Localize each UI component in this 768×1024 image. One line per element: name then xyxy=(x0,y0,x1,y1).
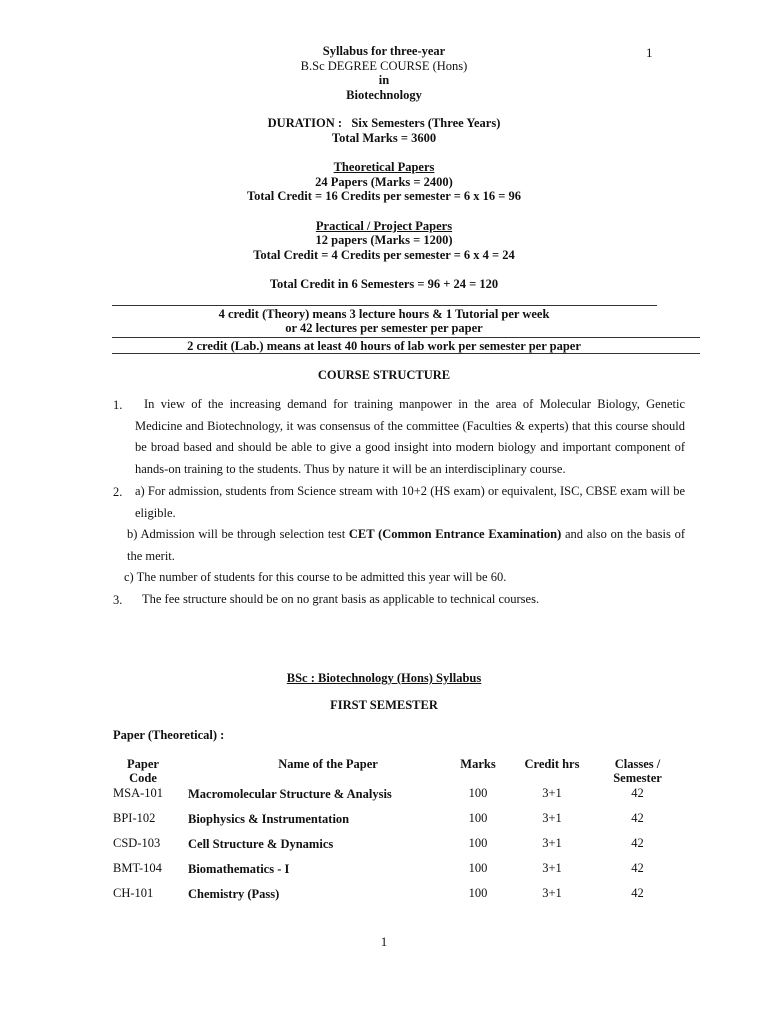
row-credit-hrs: 3+1 xyxy=(542,836,562,850)
syllabus-title: BSc : Biotechnology (Hons) Syllabus xyxy=(286,671,482,685)
page-number-bottom: 1 xyxy=(380,934,388,949)
item-2b-cet: CET (Common Entrance Examination) xyxy=(348,527,562,541)
row-credit-hrs: 3+1 xyxy=(542,786,562,800)
credit-note-lab: 2 credit (Lab.) means at least 40 hours of lab work per semester per paper xyxy=(187,339,581,353)
row-paper-name: Cell Structure & Dynamics xyxy=(188,837,334,851)
row-marks: 100 xyxy=(468,811,488,825)
header-paper-name: Name of the Paper xyxy=(278,757,378,771)
header-classes-line2: Semester xyxy=(613,771,662,785)
item-number-3: 3. xyxy=(113,593,123,607)
practical-heading: Practical / Project Papers xyxy=(315,218,453,233)
practical-credit: Total Credit = 4 Credits per semester = 6 x 4 = 24 xyxy=(253,247,515,262)
course-item-2c: c) The number of students for this course to be admitted this year will be 60. xyxy=(124,570,507,584)
row-credit-hrs: 3+1 xyxy=(542,886,562,900)
divider-bottom xyxy=(112,353,700,354)
row-classes: 42 xyxy=(631,861,644,875)
course-structure-heading: COURSE STRUCTURE xyxy=(317,368,451,382)
row-credit-hrs: 3+1 xyxy=(542,861,562,875)
row-classes: 42 xyxy=(631,786,644,800)
header-line2: B.Sc DEGREE COURSE (Hons) xyxy=(300,58,468,73)
header-line1: Syllabus for three-year xyxy=(322,44,446,58)
divider-middle xyxy=(112,337,700,338)
total-credit: Total Credit in 6 Semesters = 96 + 24 = 120 xyxy=(269,277,499,291)
practical-papers: 12 papers (Marks = 1200) xyxy=(315,233,453,247)
header-paper-code xyxy=(113,757,173,785)
item-2b-text: b) Admission will be through selection test xyxy=(127,527,349,541)
total-marks: Total Marks = 3600 xyxy=(331,130,437,145)
header-classes-line1: Classes / xyxy=(614,757,661,771)
theory-credit: Total Credit = 16 Credits per semester = 6 x 16 = 96 xyxy=(246,189,522,203)
duration: DURATION : Six Semesters (Three Years) xyxy=(267,116,501,130)
divider-top xyxy=(112,305,657,306)
theory-heading: Theoretical Papers xyxy=(333,160,435,174)
row-classes: 42 xyxy=(631,886,644,900)
header-marks: Marks xyxy=(460,757,496,771)
row-classes: 42 xyxy=(631,811,644,825)
row-paper-code: BPI-102 xyxy=(113,811,156,825)
row-paper-code: CSD-103 xyxy=(113,836,161,850)
row-marks: 100 xyxy=(468,786,488,800)
course-item-1: In view of the increasing demand for training manpower in the area of Molecular Biology, Genetic Medicine and Biotechnology, it was consensus of the committee (Faculties & experts) that this course should be broad based and should be able to give a good insight into modern biology and important component of hands-on training to the students. Thus by nature it will be an interdisciplinary course. xyxy=(135,397,685,476)
header-paper-code-line2: Code xyxy=(129,771,157,785)
course-item-3: The fee structure should be on no grant basis as applicable to technical courses. xyxy=(142,592,540,606)
theory-papers: 24 Papers (Marks = 2400) xyxy=(315,174,453,189)
item-number-2: 2. xyxy=(113,485,123,499)
page-number-top: 1 xyxy=(646,45,653,60)
header-line3: in xyxy=(378,73,390,87)
item-number-1: 1. xyxy=(113,398,123,412)
course-item-2b xyxy=(127,524,685,567)
header-credit-hrs: Credit hrs xyxy=(524,757,580,771)
document-header xyxy=(0,44,768,292)
row-paper-code: BMT-104 xyxy=(113,861,162,875)
row-credit-hrs: 3+1 xyxy=(542,811,562,825)
semester-title: FIRST SEMESTER xyxy=(330,698,438,712)
paper-type-label: Paper (Theoretical) : xyxy=(113,728,225,742)
row-paper-name: Macromolecular Structure & Analysis xyxy=(188,787,392,801)
course-item-2a: a) For admission, students from Science stream with 10+2 (HS exam) or equivalent, ISC, CBSE exam will be eligible. xyxy=(135,484,685,520)
row-paper-name: Biophysics & Instrumentation xyxy=(188,812,350,826)
row-paper-name: Chemistry (Pass) xyxy=(188,887,280,901)
item-2b-text-end: and also on the basis of the merit. xyxy=(127,527,685,563)
row-marks: 100 xyxy=(468,836,488,850)
header-paper-code-line1: Paper xyxy=(127,757,159,771)
credit-note-theory-2: or 42 lectures per semester per paper xyxy=(285,321,483,335)
row-paper-code: MSA-101 xyxy=(113,786,164,800)
row-classes: 42 xyxy=(631,836,644,850)
row-marks: 100 xyxy=(468,886,488,900)
header-classes-semester xyxy=(600,757,675,785)
credit-note-theory-1: 4 credit (Theory) means 3 lecture hours & 1 Tutorial per week xyxy=(218,307,550,321)
header-line4: Biotechnology xyxy=(346,87,422,102)
row-paper-code: CH-101 xyxy=(113,886,154,900)
row-marks: 100 xyxy=(468,861,488,875)
row-paper-name: Biomathematics - I xyxy=(188,862,290,876)
